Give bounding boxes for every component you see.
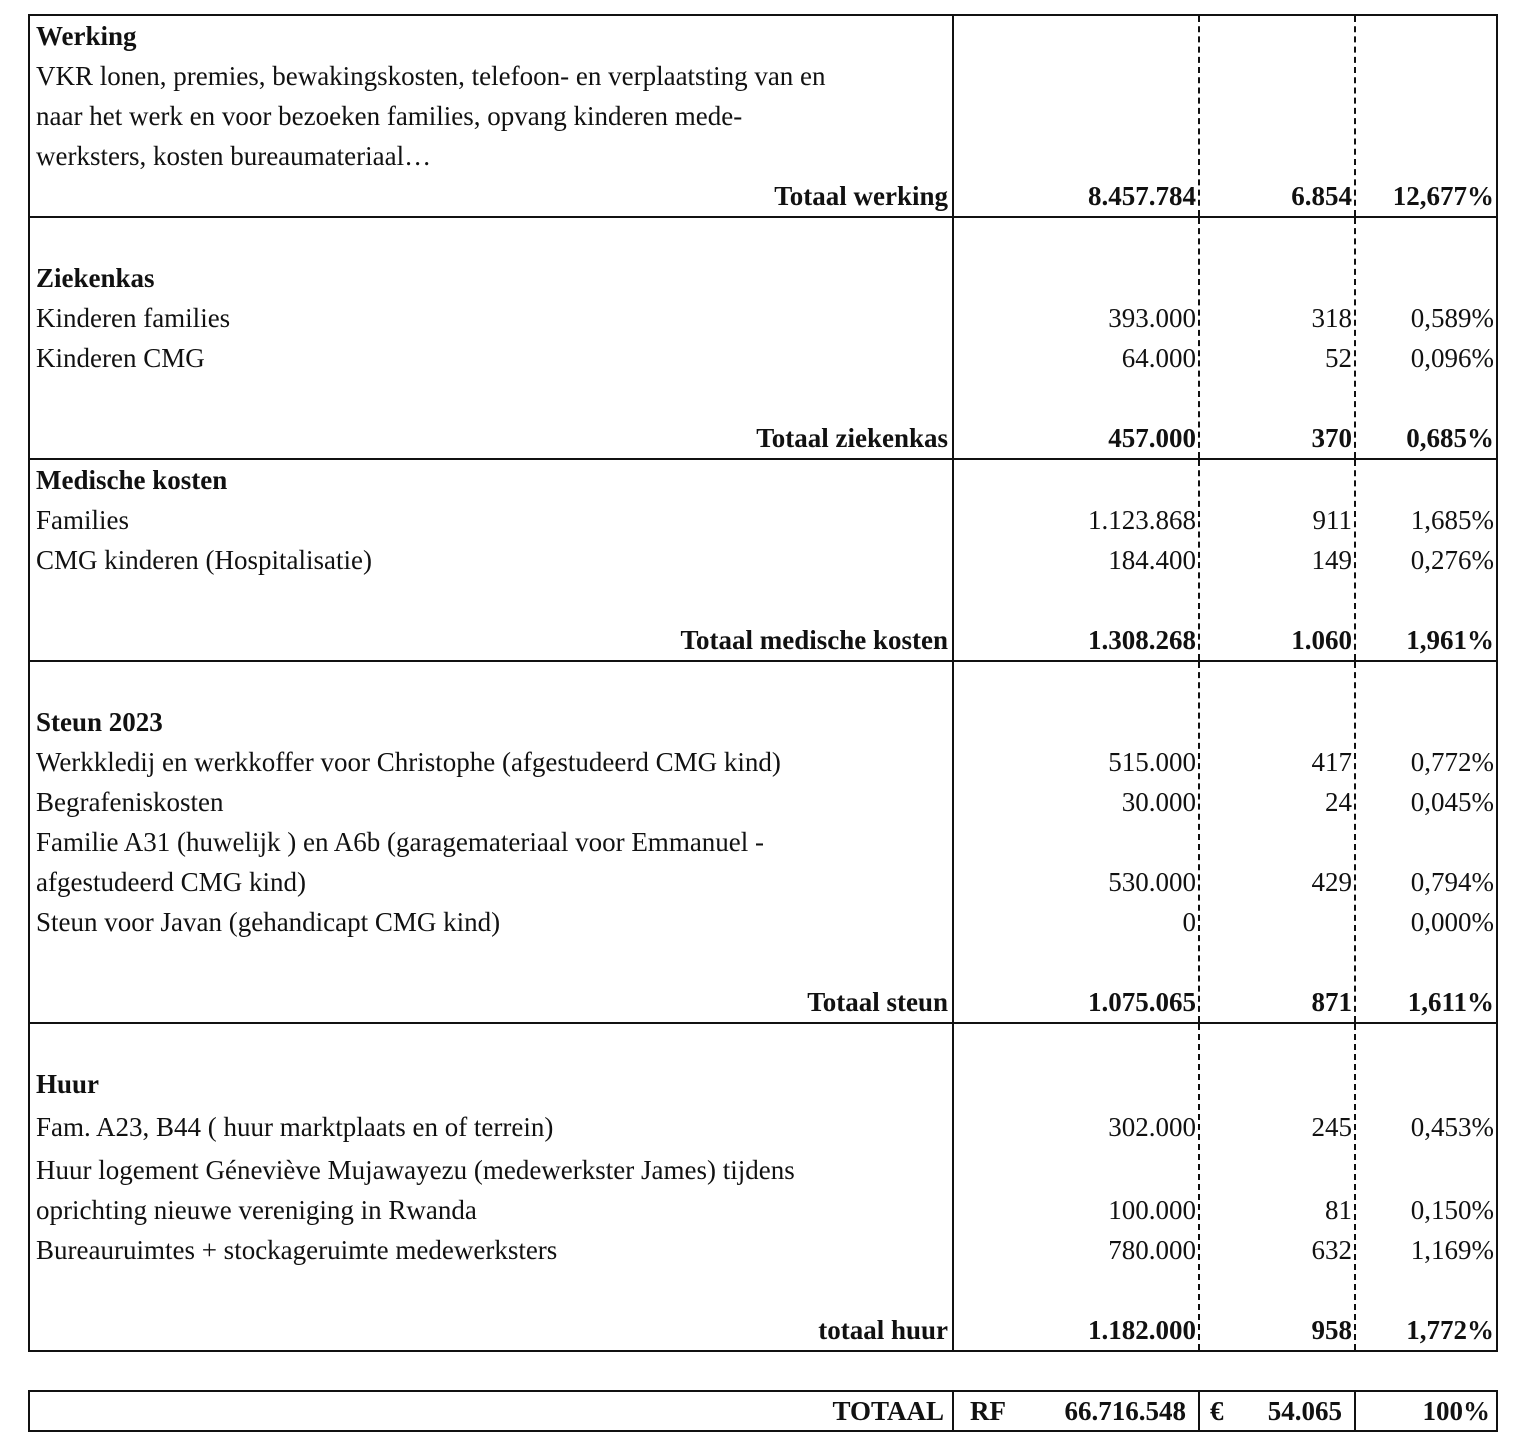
column-divider <box>952 1392 954 1430</box>
grand-total-label: TOTAAL <box>832 1396 944 1426</box>
section-title: Steun 2023 <box>36 707 163 737</box>
row-pct: 0,096% <box>1410 343 1494 373</box>
description-line: naar het werk en voor bezoeken families, opvang kinderen mede- <box>36 101 743 131</box>
budget-table <box>28 14 1498 1352</box>
table-row <box>30 540 1496 580</box>
row-label: Werkkledij en werkkoffer voor Christophe (afgestudeerd CMG kind) <box>36 747 781 777</box>
total-pct: 1,961% <box>1406 625 1494 655</box>
table-row <box>30 782 1496 822</box>
section-title: Huur <box>36 1069 100 1099</box>
total-pct: 12,677% <box>1392 181 1494 211</box>
total-rf: 1.182.000 <box>1088 1315 1196 1345</box>
row-label: CMG kinderen (Hospitalisatie) <box>36 545 372 575</box>
grand-total-rf: 66.716.548 <box>1064 1396 1186 1426</box>
row-eur: 429 <box>1311 867 1352 897</box>
row-eur: 245 <box>1311 1112 1352 1142</box>
row-rf: 64.000 <box>1121 343 1196 373</box>
row-eur: 81 <box>1325 1195 1352 1225</box>
total-rf: 1.075.065 <box>1088 987 1196 1017</box>
row-label: Steun voor Javan (gehandicapt CMG kind) <box>36 907 501 937</box>
row-pct: 0,453% <box>1410 1112 1494 1142</box>
table-row <box>30 1230 1496 1270</box>
row-eur: 52 <box>1325 343 1352 373</box>
row-eur: 632 <box>1311 1235 1352 1265</box>
row-rf: 393.000 <box>1108 303 1196 333</box>
description-line: VKR lonen, premies, bewakingskosten, telefoon- en verplaatsting van en <box>36 61 826 91</box>
grand-total-eur: 54.065 <box>1267 1396 1342 1426</box>
row-rf: 184.400 <box>1108 545 1196 575</box>
total-label: Totaal medische kosten <box>680 625 948 655</box>
total-rf: 8.457.784 <box>1088 181 1196 211</box>
row-label: Kinderen CMG <box>36 343 205 373</box>
row-pct: 0,000% <box>1410 907 1494 937</box>
row-eur: 149 <box>1311 545 1352 575</box>
row-pct: 0,276% <box>1410 545 1494 575</box>
row-pct: 0,772% <box>1410 747 1494 777</box>
total-rf: 457.000 <box>1108 423 1196 453</box>
grand-total-row <box>28 1390 1498 1432</box>
total-label: Totaal ziekenkas <box>756 423 948 453</box>
total-row <box>30 620 1496 660</box>
row-label: Huur logement Géneviève Mujawayezu (medewerkster James) tijdens <box>36 1155 795 1185</box>
total-label: Totaal steun <box>807 987 948 1017</box>
section-werking <box>28 14 1498 218</box>
section-ziekenkas <box>28 218 1498 460</box>
row-rf: 0 <box>1182 907 1196 937</box>
row-rf: 1.123.868 <box>1088 505 1196 535</box>
total-eur: 1.060 <box>1291 625 1352 655</box>
column-divider <box>1198 1392 1200 1430</box>
row-rf: 515.000 <box>1108 747 1196 777</box>
section-medische-kosten <box>28 460 1498 662</box>
row-rf: 30.000 <box>1121 787 1196 817</box>
total-eur: 958 <box>1311 1315 1352 1345</box>
row-eur: 24 <box>1325 787 1352 817</box>
table-row <box>30 1104 1496 1150</box>
total-row <box>30 176 1496 216</box>
row-pct: 0,589% <box>1410 303 1494 333</box>
row-label: afgestudeerd CMG kind) <box>36 867 306 897</box>
total-rf: 1.308.268 <box>1088 625 1196 655</box>
row-label: Kinderen families <box>36 303 231 333</box>
grand-total-pct: 100% <box>1422 1396 1490 1426</box>
row-pct: 0,045% <box>1410 787 1494 817</box>
row-rf: 100.000 <box>1108 1195 1196 1225</box>
table-row <box>30 822 1496 862</box>
column-divider <box>1354 1392 1356 1430</box>
total-row <box>30 982 1496 1022</box>
row-pct: 1,169% <box>1410 1235 1494 1265</box>
section-steun <box>28 662 1498 1024</box>
total-eur: 370 <box>1311 423 1352 453</box>
total-eur: 6.854 <box>1291 181 1352 211</box>
total-pct: 1,772% <box>1406 1315 1494 1345</box>
table-row <box>30 862 1496 902</box>
row-eur: 911 <box>1312 505 1352 535</box>
row-label: Bureauruimtes + stockageruimte medewerksters <box>36 1235 558 1265</box>
total-row <box>30 1310 1496 1350</box>
row-label: oprichting nieuwe vereniging in Rwanda <box>36 1195 477 1225</box>
currency-rf: RF <box>970 1396 1006 1426</box>
row-label: Begrafeniskosten <box>36 787 224 817</box>
total-pct: 1,611% <box>1407 987 1494 1017</box>
table-row <box>30 298 1496 338</box>
row-rf: 530.000 <box>1108 867 1196 897</box>
row-eur: 417 <box>1311 747 1352 777</box>
row-rf: 302.000 <box>1108 1112 1196 1142</box>
total-label: Totaal werking <box>774 181 948 211</box>
row-label: Families <box>36 505 129 535</box>
row-eur: 318 <box>1311 303 1352 333</box>
row-rf: 780.000 <box>1108 1235 1196 1265</box>
section-title: Medische kosten <box>36 465 228 495</box>
table-row <box>30 742 1496 782</box>
table-row <box>30 902 1496 942</box>
row-label: Familie A31 (huwelijk ) en A6b (garagemateriaal voor Emmanuel - <box>36 827 765 857</box>
description-line: werksters, kosten bureaumateriaal… <box>36 141 432 171</box>
table-row <box>30 500 1496 540</box>
table-row <box>30 1150 1496 1190</box>
section-title: Ziekenkas <box>36 263 155 293</box>
row-pct: 0,150% <box>1410 1195 1494 1225</box>
total-label: totaal huur <box>818 1315 948 1345</box>
row-pct: 0,794% <box>1410 867 1494 897</box>
row-label: Fam. A23, B44 ( huur marktplaats en of terrein) <box>36 1112 554 1142</box>
section-huur <box>28 1024 1498 1352</box>
row-pct: 1,685% <box>1410 505 1494 535</box>
table-row <box>30 338 1496 378</box>
table-row <box>30 1190 1496 1230</box>
currency-eur: € <box>1210 1396 1224 1426</box>
total-eur: 871 <box>1311 987 1352 1017</box>
section-title: Werking <box>36 21 137 51</box>
total-pct: 0,685% <box>1406 423 1494 453</box>
total-row <box>30 418 1496 458</box>
